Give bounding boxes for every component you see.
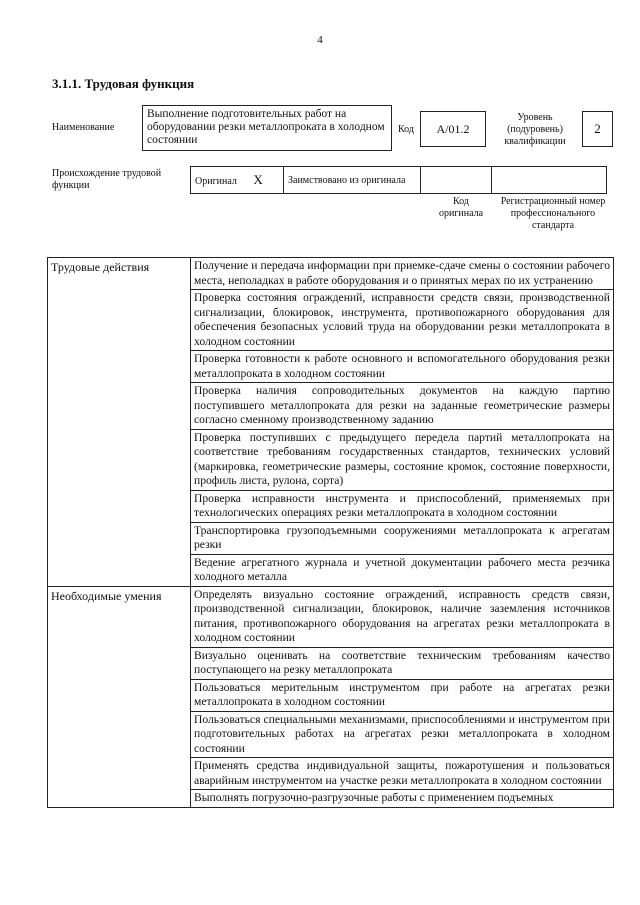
page-number: 4 (317, 34, 323, 46)
section-title: 3.1.1. Трудовая функция (52, 76, 195, 91)
section-row-text: Проверка поступивших с предыдущего передела партий металлопроката на соответствие требованиям государственных стандартов, технических условий (маркировка, геометрические размеры, состояние кромок, состояние поверхности, профиль листа, рулона, сорта) (191, 429, 614, 490)
section-row-text: Применять средства индивидуальной защиты, пожаротушения и пользоваться аварийным инструментом на участке резки металлопроката в холодном состоянии (191, 758, 614, 790)
code-original-caption: Код оригинала (438, 196, 484, 219)
function-code-box: A/01.2 (420, 111, 486, 147)
section-row-text: Проверка готовности к работе основного и вспомогательного оборудования резки металлопроката в холодном состоянии (191, 351, 614, 383)
section-heading: Необходимые умения (48, 586, 191, 807)
section-row-text: Пользоваться специальными механизмами, приспособлениями и инструментом при подготовительных работах на агрегатах резки металлопроката в холодном состоянии (191, 711, 614, 758)
section-row-text: Визуально оценивать на соответствие техническим требованиям качество поступающего на резку металлопроката (191, 647, 614, 679)
section-row-text: Выполнять погрузочно-разгрузочные работы с применением подъемных (191, 790, 614, 808)
section-row-text: Проверка наличия сопроводительных документов на каждую партию поступившего металлопроката для резки на заданные геометрические размеры согласно сменному производственному заданию (191, 383, 614, 430)
origin-label: Происхождение трудовой функции (52, 168, 162, 191)
borrowed-label: Заимствовано из оригинала (284, 167, 421, 194)
section-row-text: Транспортировка грузоподъемными сооружениями металлопроката к агрегатам резки (191, 522, 614, 554)
function-details-table (47, 257, 614, 808)
original-mark: X (253, 171, 263, 187)
reg-number-cell (492, 167, 607, 194)
origin-table (190, 166, 607, 194)
table-row (48, 586, 614, 647)
original-code-cell (421, 167, 492, 194)
reg-number-caption: Регистрационный номер профессионального стандарта (500, 196, 606, 231)
table-row (48, 258, 614, 290)
section-row-text: Определять визуально состояние ограждений, исправность средств связи, производственной сигнализации, блокировок, наличие заземления источников питания, противопожарного оборудования на агрегатах резки металлопроката в холодном состоянии (191, 586, 614, 647)
section-row-text: Ведение агрегатного журнала и учетной документации рабочего места резчика холодного металла (191, 554, 614, 586)
section-row-text: Пользоваться мерительным инструментом при работе на агрегатах резки металлопроката в холодном состоянии (191, 679, 614, 711)
name-label: Наименование (52, 122, 115, 133)
function-name-box: Выполнение подготовительных работ на оборудовании резки металлопроката в холодном состоянии (142, 105, 392, 151)
code-label: Код (398, 124, 414, 135)
level-label: Уровень (подуровень) квалификации (504, 112, 566, 147)
section-row-text: Проверка состояния ограждений, исправности средств связи, производственной сигнализации, блокировок, инструмента, противопожарного оборудования для обеспечения безопасных условий труда на оборудовании резки металлопроката в холодном состоянии (191, 290, 614, 351)
section-row-text: Проверка исправности инструмента и приспособлений, применяемых при технологических операциях резки металлопроката в холодном состоянии (191, 490, 614, 522)
level-box: 2 (582, 111, 613, 147)
original-label: Оригинал (195, 175, 237, 187)
section-heading: Трудовые действия (48, 258, 191, 587)
section-row-text: Получение и передача информации при приемке-сдаче смены о состоянии рабочего места, неполадках в работе оборудования и о принятых мерах по их устранению (191, 258, 614, 290)
origin-original-cell (191, 167, 284, 194)
